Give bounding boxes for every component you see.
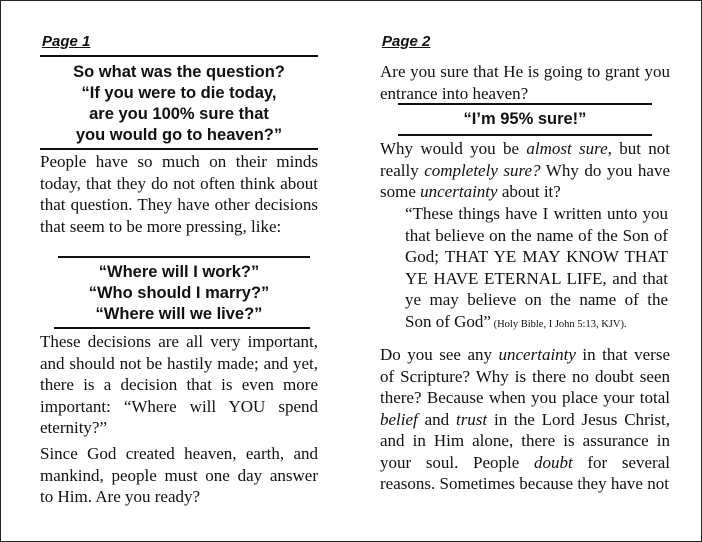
text: , but not really bbox=[380, 139, 670, 180]
page-2-paragraph-1: Are you sure that He is going to grant you entrance into heaven? bbox=[380, 62, 670, 103]
text: Do you see any bbox=[380, 345, 499, 364]
text: in that verse of Scripture? Why is there no doubt seen there? Because when you place your total bbox=[380, 345, 670, 407]
rule bbox=[40, 55, 318, 57]
emphasis: trust bbox=[455, 409, 488, 429]
example-question: “Where will we live?” bbox=[95, 305, 263, 323]
question-heading-line: “If you were to die today, bbox=[81, 84, 277, 102]
text: and bbox=[417, 409, 456, 429]
question-heading-line: So what was the question? bbox=[73, 63, 285, 81]
scripture-quote bbox=[405, 203, 668, 335]
rule bbox=[398, 134, 652, 136]
rule bbox=[58, 256, 310, 258]
page-2-paragraph-2 bbox=[380, 138, 670, 203]
question-heading-line: you would go to heaven?” bbox=[75, 126, 283, 144]
emphasis: doubt bbox=[533, 452, 573, 472]
answer-heading: “I’m 95% sure!” bbox=[463, 110, 587, 128]
rule bbox=[40, 148, 318, 150]
quote-text: “These things have I written unto you that believe on the name of the Son of God; THAT YE MAY KNOW THAT YE HAVE ETERNAL LIFE, and that ye may believe on the name of the Son of God” bbox=[405, 204, 668, 331]
text: about it? bbox=[497, 182, 561, 201]
text: Why do you have some bbox=[380, 160, 670, 201]
question-heading bbox=[40, 62, 318, 146]
page-1-paragraph-2: These decisions are all very important, and should not be hastily made; and yet, there is a decision that is even more important: “Where will YOU spend eternity?” bbox=[40, 332, 318, 437]
rule bbox=[398, 103, 652, 105]
page-1-paragraph-3: Since God created heaven, earth, and mankind, people must one day answer to Him. Are you ready? bbox=[40, 444, 318, 506]
text: for several reasons. Sometimes because they have not bbox=[380, 452, 670, 493]
emphasis: uncertainty bbox=[498, 345, 576, 364]
rule bbox=[54, 327, 310, 329]
example-question: “Where will I work?” bbox=[98, 263, 260, 281]
example-question: “Who should I marry?” bbox=[88, 284, 270, 302]
page-1-paragraph-1: People have so much on their minds today, that they do not often think about that question. They have other decisions that seem to be more pressing, like: bbox=[40, 152, 318, 236]
quote-citation: (Holy Bible, I John 5:13, KJV). bbox=[490, 318, 627, 330]
page-1-label: Page 1 bbox=[42, 33, 91, 50]
page-2-paragraph-3 bbox=[380, 344, 670, 495]
emphasis: almost sure bbox=[526, 139, 608, 158]
page-2-label: Page 2 bbox=[382, 33, 431, 50]
example-questions bbox=[40, 262, 318, 325]
emphasis: completely sure? bbox=[424, 160, 541, 180]
text: in the Lord Jesus Christ, and in Him alone, there is assurance in your soul. People bbox=[380, 409, 671, 472]
emphasis: belief bbox=[380, 409, 418, 429]
emphasis: uncertainty bbox=[420, 182, 498, 201]
question-heading-line: are you 100% sure that bbox=[89, 105, 269, 123]
text: Why would you be bbox=[380, 139, 527, 158]
